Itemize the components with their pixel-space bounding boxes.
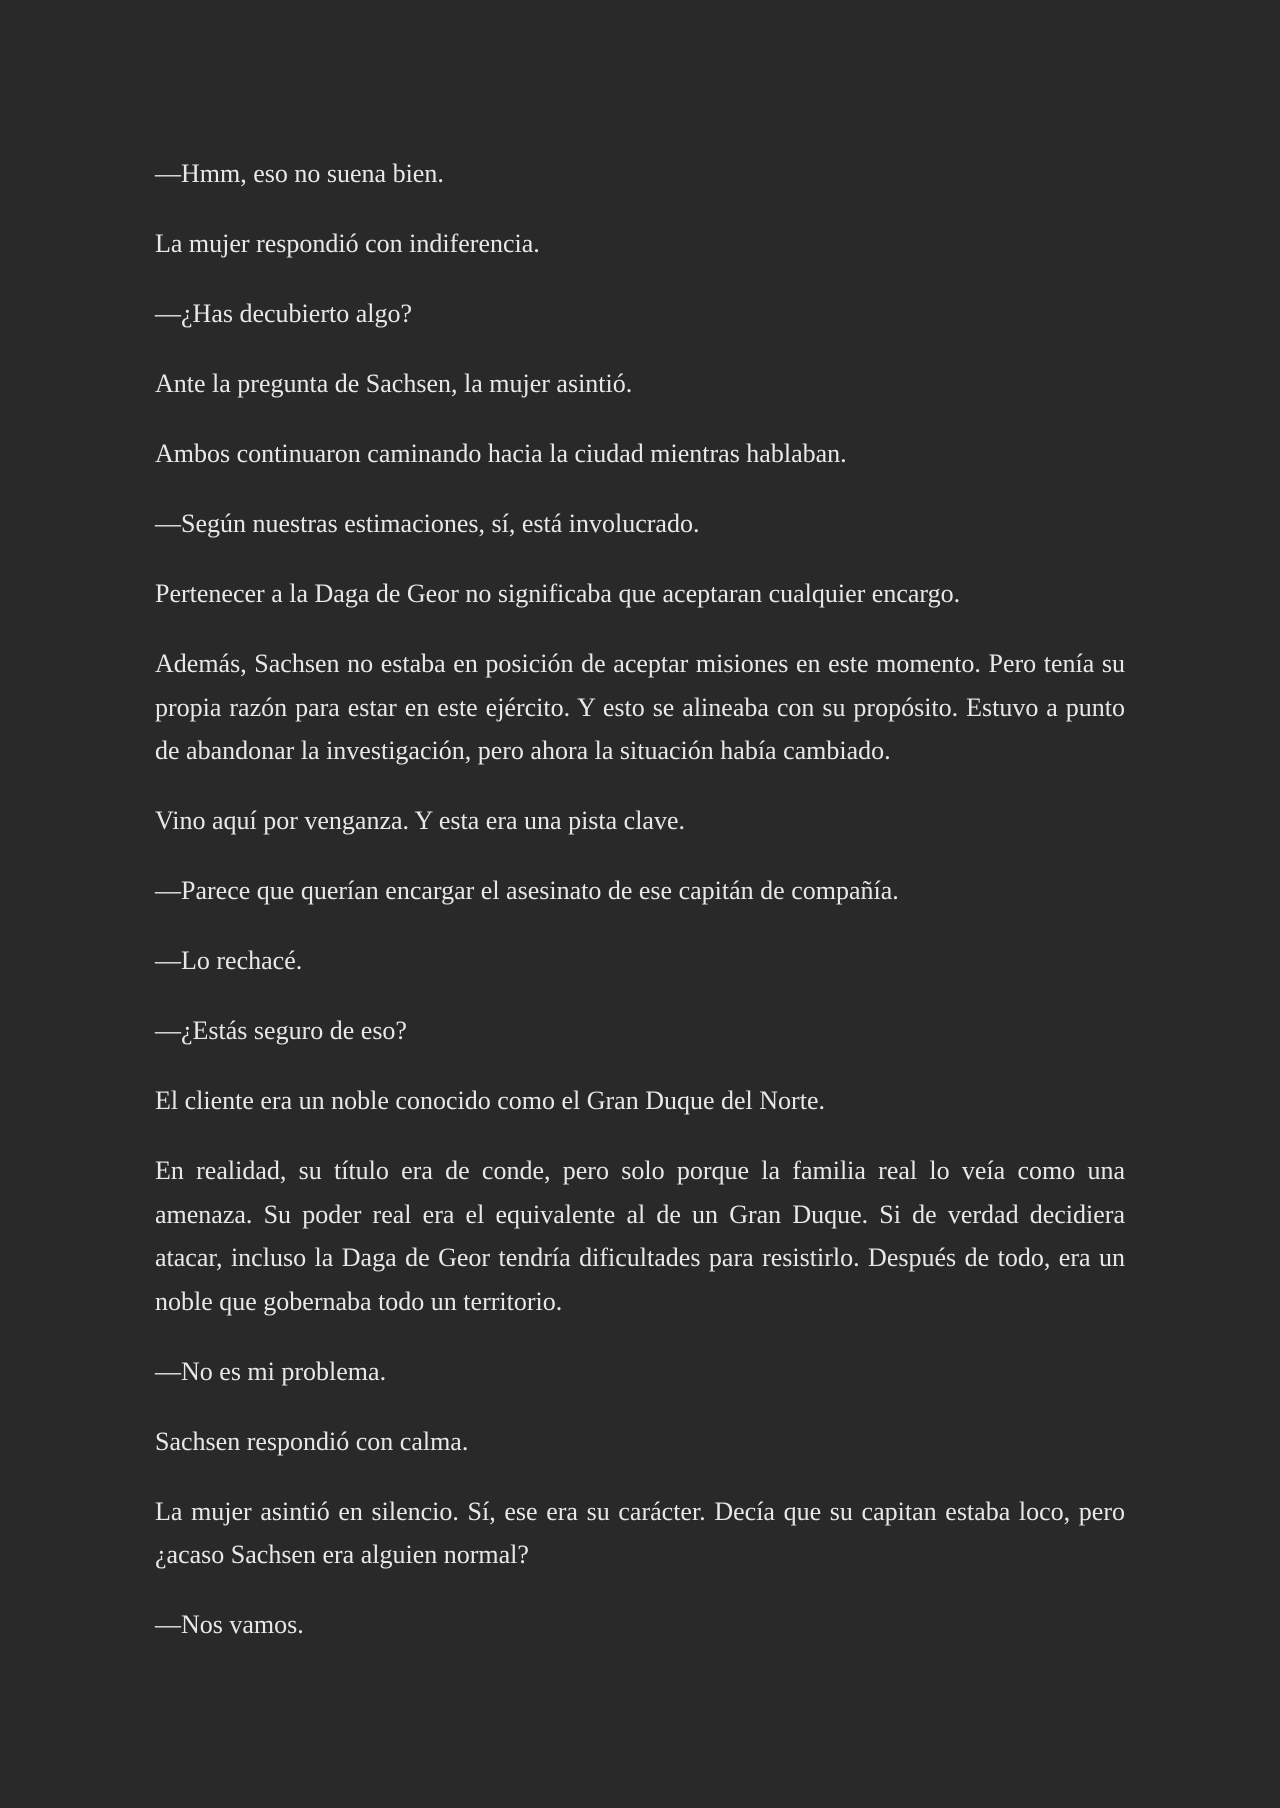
paragraph: —Según nuestras estimaciones, sí, está involucrado. xyxy=(155,509,700,538)
paragraph: Ante la pregunta de Sachsen, la mujer asintió. xyxy=(155,369,633,398)
paragraph: —¿Estás seguro de eso? xyxy=(155,1016,407,1045)
paragraph: Sachsen respondió con calma. xyxy=(155,1426,469,1456)
paragraph: En realidad, su título era de conde, pero solo porque la familia real lo veía como una amenaza. Su poder real era el equivalente al de un Gran Duque. Si de verdad decidiera atacar, incluso la Daga de Geor tendría dificultades para resistirlo. Después de todo, era un noble que gobernaba todo un territorio. xyxy=(155,1156,1125,1316)
paragraph: —No es mi problema. xyxy=(155,1356,387,1386)
paragraph: Pertenecer a la Daga de Geor no significaba que aceptaran cualquier encargo. xyxy=(155,579,961,608)
paragraph: Vino aquí por venganza. Y esta era una pista clave. xyxy=(155,806,686,835)
paragraph: —Parece que querían encargar el asesinato de ese capitán de compañía. xyxy=(155,876,899,905)
paragraph: Ambos continuaron caminando hacia la ciudad mientras hablaban. xyxy=(155,439,847,468)
paragraph: —Lo rechacé. xyxy=(155,946,303,975)
paragraph: Además, Sachsen no estaba en posición de aceptar misiones en este momento. Pero tenía su propia razón para estar en este ejército. Y esto se alineaba con su propósito. Estuvo a punto de abandonar la investigación, pero ahora la situación había cambiado. xyxy=(155,649,1125,765)
paragraph: —¿Has decubierto algo? xyxy=(155,299,413,328)
paragraph: —Nos vamos. xyxy=(155,1610,304,1639)
paragraph: La mujer respondió con indiferencia. xyxy=(155,229,540,258)
paragraph: La mujer asintió en silencio. Sí, ese era su carácter. Decía que su capitan estaba loco, pero ¿acaso Sachsen era alguien normal? xyxy=(155,1496,1125,1569)
paragraph: El cliente era un noble conocido como el Gran Duque del Norte. xyxy=(155,1086,825,1115)
paragraph: —Hmm, eso no suena bien. xyxy=(155,159,444,188)
